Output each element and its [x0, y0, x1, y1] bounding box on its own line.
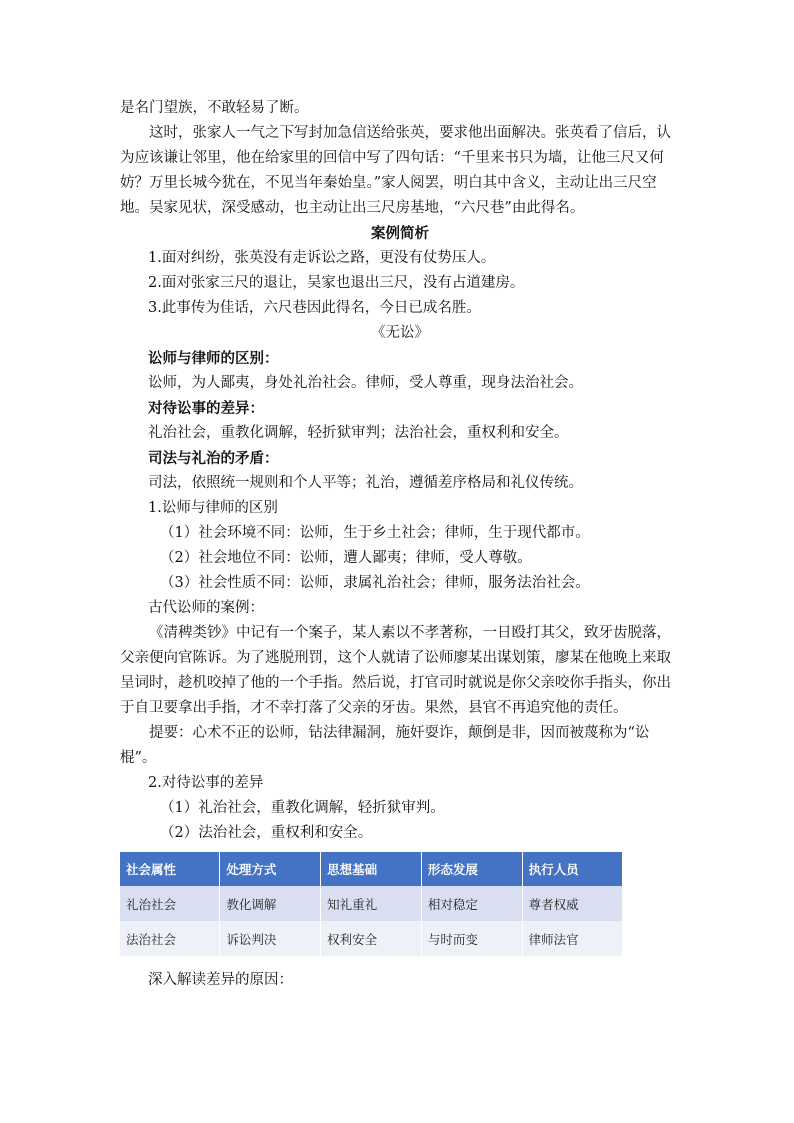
table-row: [120, 886, 622, 921]
table-row: [120, 921, 622, 956]
table-cell: 礼治社会: [120, 886, 220, 921]
table-header-cell: 形态发展: [421, 852, 522, 886]
table-header-row: [120, 852, 622, 886]
case-point-2: 2.面对张家三尺的退让，吴家也退出三尺，没有占道建房。: [148, 275, 525, 291]
document-content: [120, 96, 680, 993]
table-cell: 法治社会: [120, 921, 220, 956]
comparison-table: [120, 852, 622, 956]
table-header-cell: 思想基础: [321, 852, 422, 886]
attitude-title: 2.对待讼事的差异: [148, 775, 264, 791]
table-header-cell: 处理方式: [220, 852, 321, 886]
table-cell: 知礼重礼: [321, 886, 422, 921]
ancient-case-title: 古代讼师的案例：: [148, 600, 264, 616]
table-cell: 相对稳定: [421, 886, 522, 921]
attitude-item-2: （2）法治社会，重权利和安全。: [160, 825, 373, 841]
paragraph-story: 这时，张家人一气之下写封加急信送给张英，要求他出面解决。张英看了信后，认为应该谦让邻里，他在给家里的回信中写了四句话：“千里来书只为墙，让他三尺又何妨？万里长城今犹在，不见当年秦始皇。”家人阅罢，明白其中含义，主动让出三尺空地。吴家见状，深受感动，也主动让出三尺房基地，“六尺巷”由此得名。: [120, 125, 671, 216]
table-cell: 教化调解: [220, 886, 321, 921]
section-body-lawyer-diff: 讼师，为人鄙夷，身处礼治社会。律师，受人尊重，现身法治社会。: [148, 375, 583, 391]
section-heading-justice-conflict: 司法与礼治的矛盾：: [148, 450, 279, 467]
table-cell: 尊者权威: [522, 886, 622, 921]
case-point-3: 3.此事传为佳话，六尺巷因此得名，今日已成名胜。: [148, 300, 481, 316]
ancient-case-story: 《清稗类钞》中记有一个案子，某人素以不孝著称，一日殴打其父，致牙齿脱落，父亲便向官陈诉。为了逃脱刑罚，这个人就请了讼师廖某出谋划策，廖某在他晚上来取呈词时，趁机咬掉了他的一个手指。然后说，打官司时就说是你父亲咬你手指头，你出于自卫要拿出手指，才不幸打落了父亲的牙齿。果然，县官不再追究他的责任。: [120, 625, 671, 716]
section-heading-litigation-diff: 对待讼事的差异：: [148, 400, 264, 417]
table-cell: 与时而变: [421, 921, 522, 956]
case-analysis-title: 案例简析: [371, 225, 429, 242]
diff-item-1: （1）社会环境不同：讼师，生于乡土社会；律师，生于现代都市。: [160, 525, 590, 541]
reminder-paragraph: 提要：心术不正的讼师，钻法律漏洞，施奸耍诈，颠倒是非，因而被蔑称为“讼棍”。: [120, 725, 650, 766]
diff-item-2: （2）社会地位不同：讼师，遭人鄙夷；律师，受人尊敬。: [160, 550, 532, 566]
table-header-cell: 社会属性: [120, 852, 220, 886]
section-body-justice-conflict: 司法，依照统一规则和个人平等；礼治，遵循差序格局和礼仪传统。: [148, 475, 583, 491]
book-title: 《无讼》: [371, 325, 429, 341]
paragraph-intro-continued: 是名门望族，不敢轻易了断。: [120, 100, 309, 116]
attitude-item-1: （1）礼治社会，重教化调解，轻折狱审判。: [160, 800, 445, 816]
table-header-cell: 执行人员: [522, 852, 622, 886]
closing-paragraph: 深入解读差异的原因：: [148, 972, 293, 988]
diff-item-3: （3）社会性质不同：讼师，隶属礼治社会；律师，服务法治社会。: [160, 575, 590, 591]
section-body-litigation-diff: 礼治社会，重教化调解，轻折狱审判；法治社会，重权利和安全。: [148, 425, 569, 441]
section-heading-lawyer-diff: 讼师与律师的区别：: [148, 350, 279, 367]
table-cell: 诉讼判决: [220, 921, 321, 956]
table-cell: 律师法官: [522, 921, 622, 956]
table-cell: 权利安全: [321, 921, 422, 956]
case-point-1: 1.面对纠纷，张英没有走诉讼之路，更没有仗势压人。: [148, 250, 496, 266]
diff-title: 1.讼师与律师的区别: [148, 500, 278, 516]
